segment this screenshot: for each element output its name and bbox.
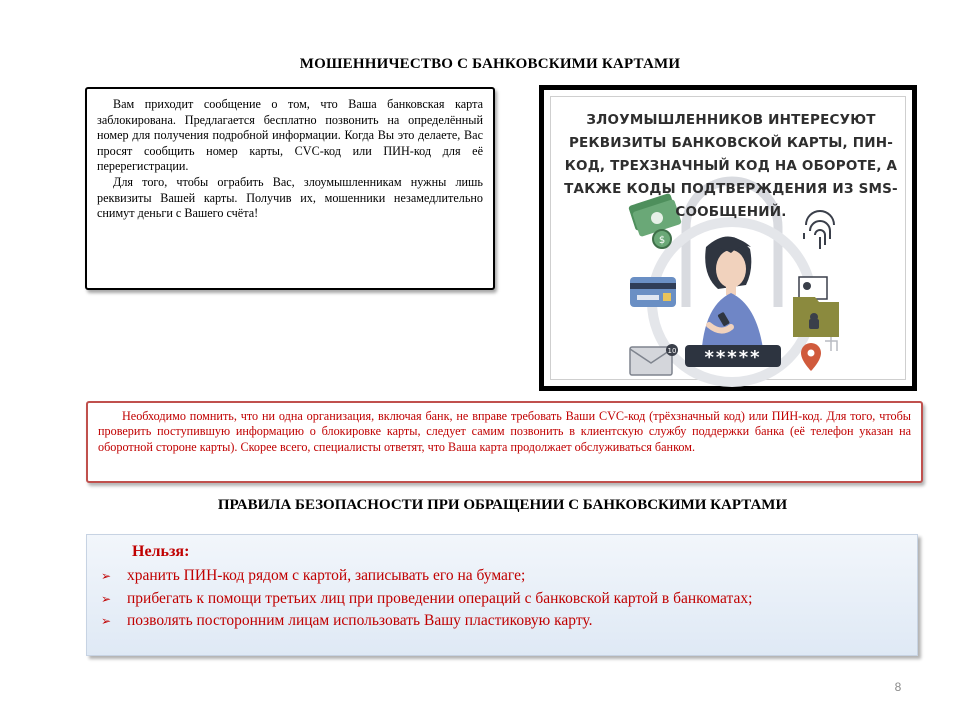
- pin-mask-field: [685, 345, 781, 368]
- illustration-frame: [539, 85, 917, 391]
- rules-section-title: ПРАВИЛА БЕЗОПАСНОСТИ ПРИ ОБРАЩЕНИИ С БАНКОВСКИМИ КАРТАМИ: [217, 497, 788, 513]
- page-title: МОШЕННИЧЕСТВО С БАНКОВСКИМИ КАРТАМИ: [299, 56, 681, 72]
- bullet-arrow-icon: ➢: [101, 591, 112, 606]
- coin-icon: [653, 230, 671, 248]
- svg-text:$: $: [658, 235, 666, 246]
- illustration-panel: [550, 96, 906, 380]
- illustration-caption: ЗЛОУМЫШЛЕННИКОВ ИНТЕРЕСУЮТ РЕКВИЗИТЫ БАНКОВСКОЙ КАРТЫ, ПИН-КОД, ТРЕХЗНАЧНЫЙ КОД НА ОБОРОТЕ, А ТАКЖЕ КОДЫ ПОДТВЕРЖДЕНИЯ ИЗ SMS-СООБЩЕНИЙ.: [564, 112, 898, 220]
- rules-heading: Нельзя:: [132, 543, 190, 560]
- mail-badge: 10: [667, 347, 677, 355]
- id-folder-icon: [793, 277, 839, 337]
- list-item: [101, 588, 752, 611]
- scam-description-box: [85, 87, 495, 290]
- rules-box: [86, 534, 918, 656]
- scam-description-paragraph-1: Вам приходит сообщение о том, что Ваша банковская карта заблокирована. Предлагается бесплатно позвонить на определённый номер для получения подробной информации. Когда Вы это делаете, Вас просят сообщить номер карты, CVC-код или ПИН-код для её перерегистрации.: [97, 97, 483, 174]
- list-item: [101, 610, 752, 633]
- rule-text: позволять посторонним лицам использовать Вашу пластиковую карту.: [127, 612, 593, 629]
- mail-icon: [630, 344, 678, 375]
- rule-text: прибегать к помощи третьих лиц при проведении операций с банковской картой в банкоматах;: [127, 589, 753, 607]
- rules-list: [101, 565, 752, 633]
- bullet-arrow-icon: ➢: [101, 614, 112, 628]
- bank-card-icon: [630, 277, 676, 307]
- bullet-arrow-icon: ➢: [101, 569, 112, 583]
- warning-box: [86, 401, 923, 483]
- rule-text: хранить ПИН-код рядом с картой, записывать его на бумаге;: [127, 567, 526, 584]
- warning-text: Необходимо помнить, что ни одна организация, включая банк, не вправе требовать Ваши CVC-код (трёхзначный код) или ПИН-код. Для того, чтобы проверить поступившую информацию о блокировке карты, следует самим позвонить в клиентскую службу поддержки банка (её телефон указан на оборотной стороне карты). Скорее всего, специалисты ответят, что Ваша карта продолжает обслуживаться банком.: [98, 409, 911, 454]
- list-item: [101, 565, 752, 588]
- page-number: 8: [894, 680, 902, 694]
- scam-description-paragraph-2: Для того, чтобы ограбить Вас, злоумышленникам нужны лишь реквизиты Вашей карты. Получив их, мошенники незамедлительно снимут деньги с Вашего счёта!: [97, 174, 483, 221]
- pin-mask-text: *****: [704, 347, 762, 368]
